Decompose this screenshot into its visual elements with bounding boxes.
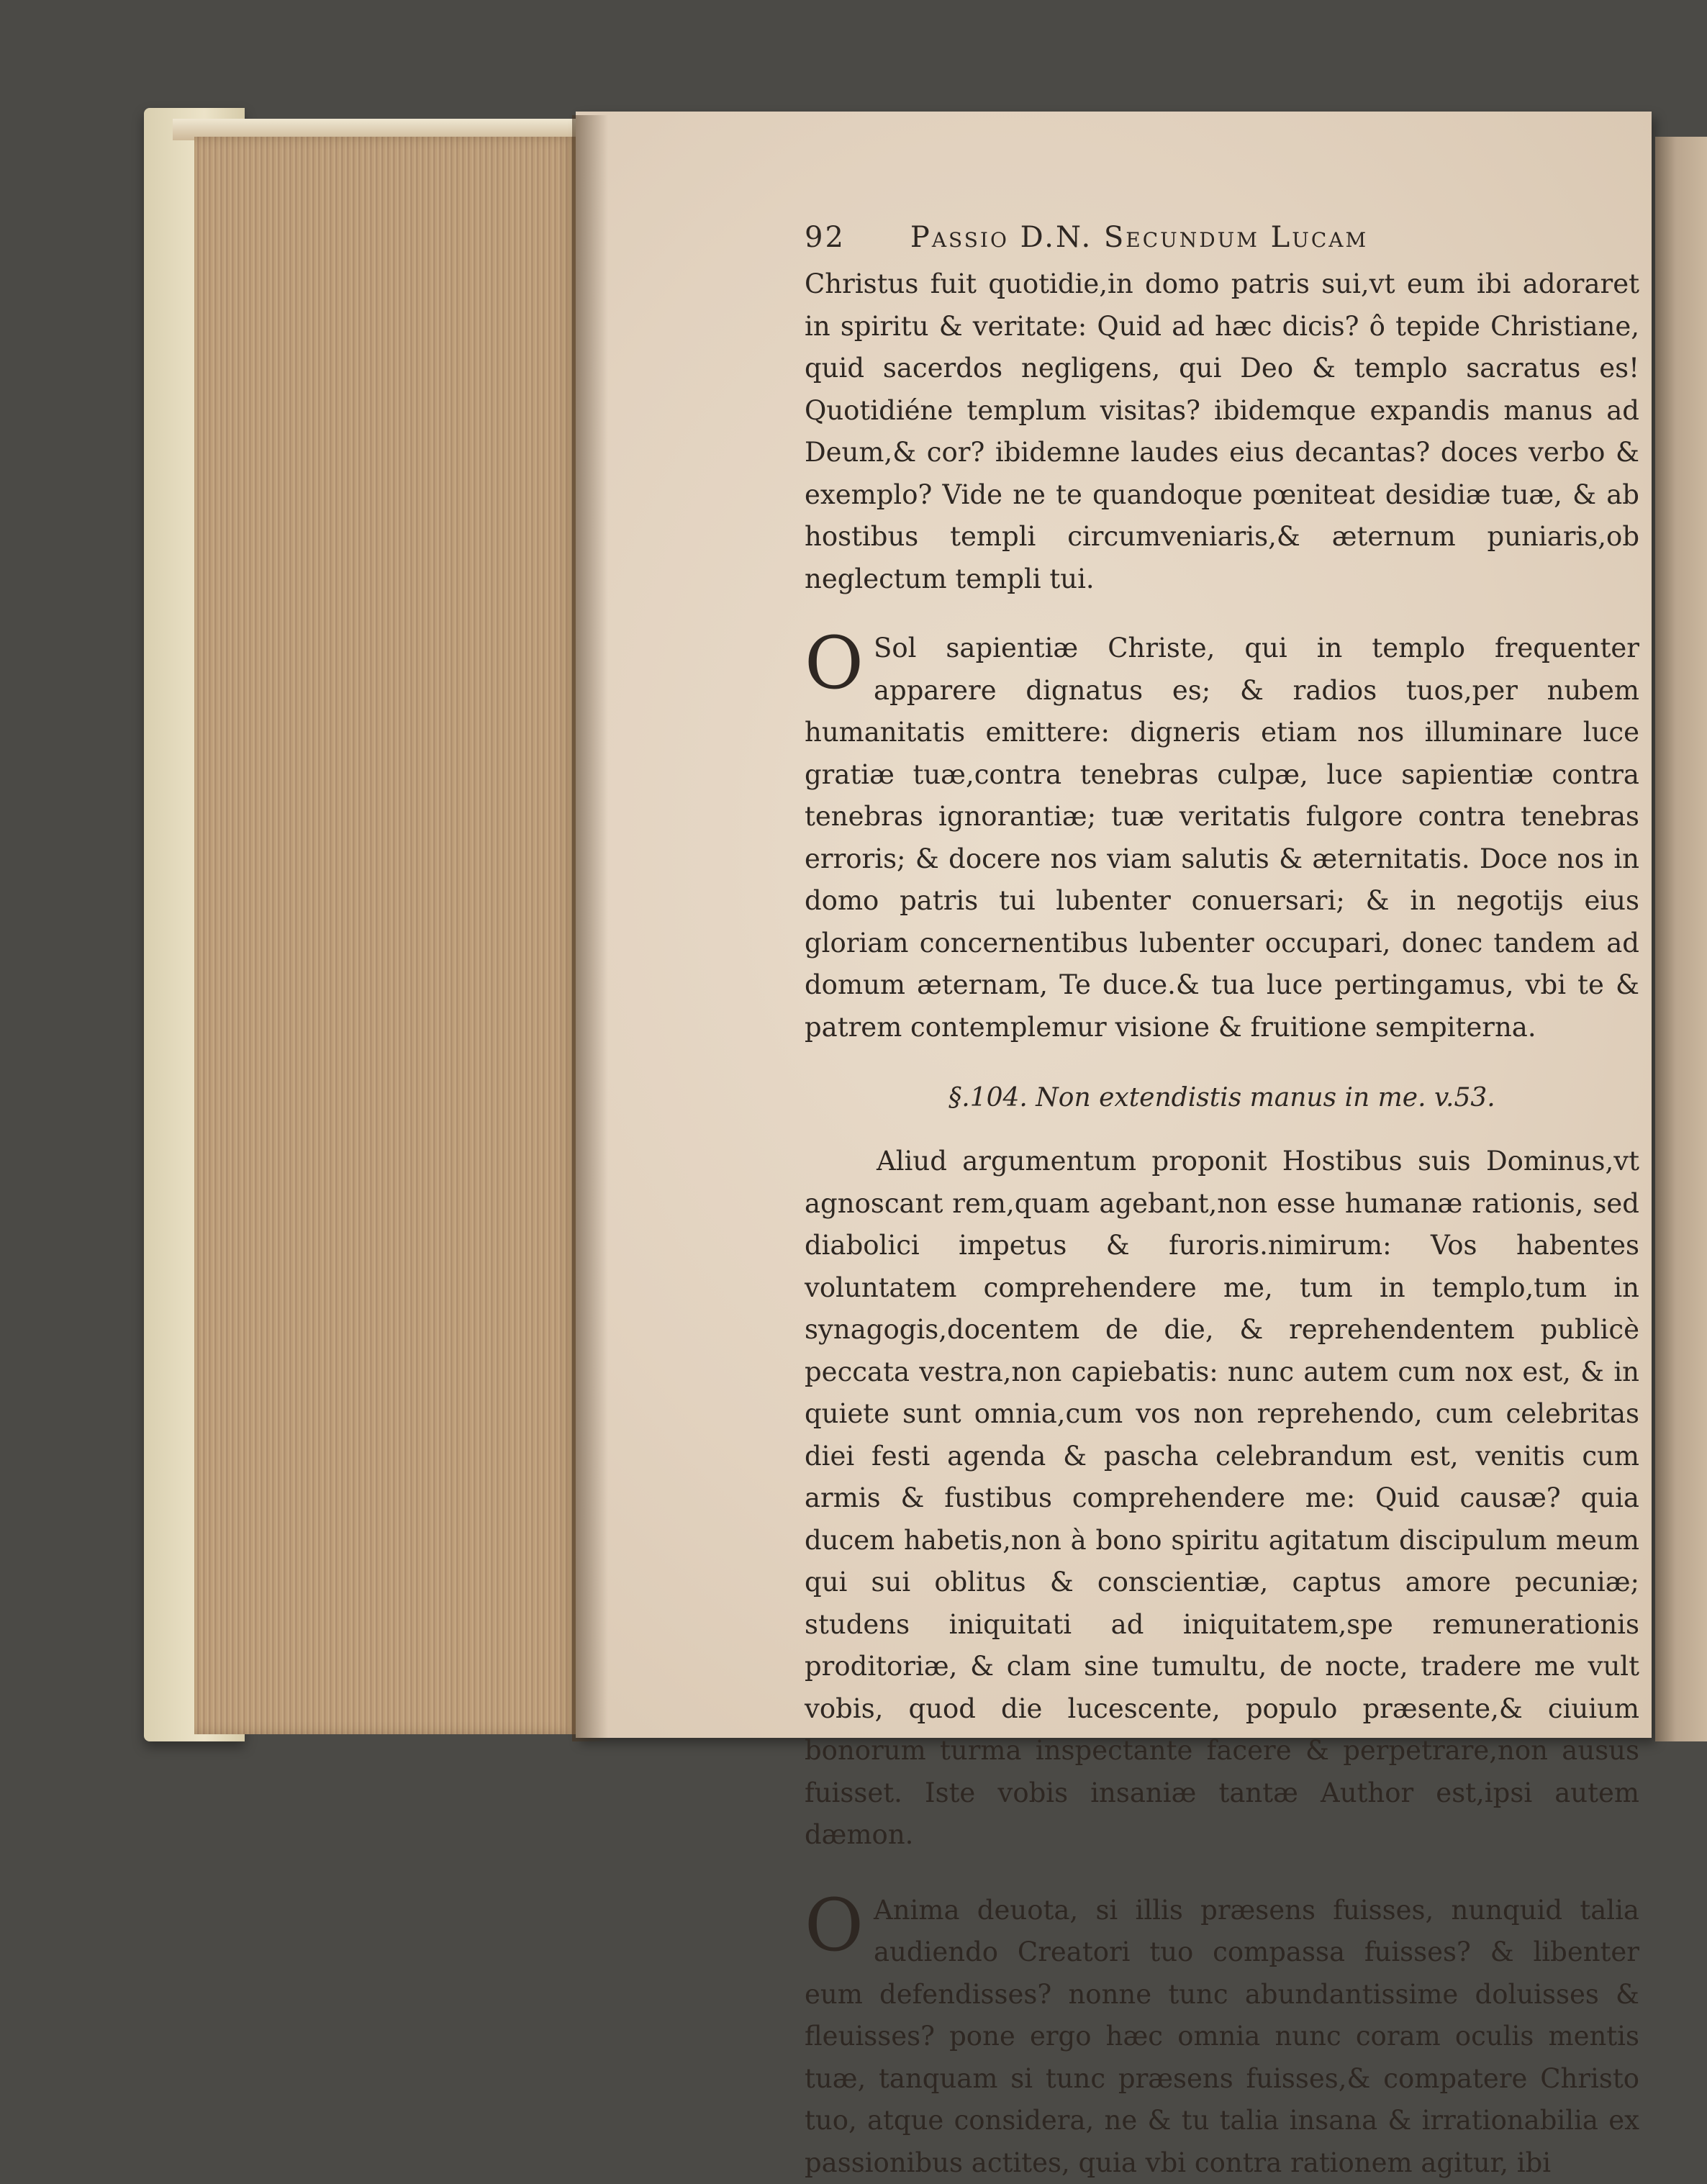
prayer-paragraph-1 bbox=[805, 627, 1639, 1048]
page-number: 92 bbox=[805, 216, 846, 259]
facing-page-edge bbox=[1655, 137, 1707, 1741]
prayer-paragraph-2 bbox=[805, 1890, 1639, 2184]
page-text-block bbox=[805, 216, 1639, 2184]
drop-cap-letter: O bbox=[805, 632, 864, 695]
gutter-shadow bbox=[572, 115, 608, 1741]
book-fore-edge bbox=[194, 137, 576, 1734]
running-title: Passio D.N. Secundum Lucam bbox=[910, 216, 1368, 259]
paragraph-1: Christus fuit quotidie,in domo patris sui,vt eum ibi adoraret in spiritu & veritate: Quid ad hæc dicis? ô tepide Christiane, quid sacerdos negligens, qui Deo & templo sacratus es! Quotidiéne templum visitas? ibidemque expandis manus ad Deum,& cor? ibidemne laudes eius decantas? doces verbo & exemplo? Vide ne te quandoque pœniteat desidiæ tuæ, & ab hostibus templi circumveniaris,& æternum puniaris,ob neglectum templi tui. bbox=[805, 263, 1639, 600]
running-header bbox=[805, 216, 1639, 259]
paragraph-3: Aliud argumentum proponit Hostibus suis Dominus,vt agnoscant rem,quam agebant,non esse humanæ rationis, sed diabolici impetus & furoris.nimirum: Vos habentes voluntatem comprehendere me, tum in templo,tum in synagogis,docentem de die, & reprehendentem publicè peccata vestra,non capiebatis: nunc autem cum nox est, & in quiete sunt omnia,cum vos non reprehendo, cum celebritas diei festi agenda & pascha celebrandum est, venitis cum armis & fustibus comprehendere me: Quid causæ? quia ducem habetis,non à bono spiritu agitatum discipulum meum qui sui oblitus & conscientiæ, captus amore pecuniæ; studens iniquitati ad iniquitatem,spe remunerationis proditoriæ, & clam sine tumultu, de nocte, tradere me vult vobis, quod die lucescente, populo præsente,& ciuium bonorum turma inspectante facere & perpetrare,non ausus fuisset. Iste vobis insaniæ tantæ Author est,ipsi autem dæmon. bbox=[805, 1141, 1639, 1857]
paragraph-4: Anima deuota, si illis præsens fuisses, nunquid talia audiendo Creatori tuo compassa fuisses? & libenter eum defendisses? nonne tunc abundantissime doluisses & fleuisses? pone ergo hæc omnia nunc coram oculis mentis tuæ, tanquam si tunc præsens fuisses,& compatere Christo tuo, atque considera, ne & tu talia insana & irrationabilia ex passionibus actites, quia vbi contra rationem agitur, ibi bbox=[805, 1890, 1639, 2184]
paragraph-2: Sol sapientiæ Christe, qui in templo frequenter apparere dignatus es; & radios tuos,per nubem humanitatis emittere: digneris etiam nos illuminare luce gratiæ tuæ,contra tenebras culpæ, luce sapientiæ contra tenebras ignorantiæ; tuæ veritatis fulgore contra tenebras erroris; & docere nos viam salutis & æternitatis. Doce nos in domo patris tui lubenter conuersari; & in negotijs eius gloriam concernentibus lubenter occupari, donec tandem ad domum æternam, Te duce.& tua luce pertingamus, vbi te & patrem contemplemur visione & fruitione sempiterna. bbox=[805, 627, 1639, 1048]
paragraph-gap bbox=[805, 1857, 1639, 1890]
section-heading: §.104. Non extendistis manus in me. v.53. bbox=[805, 1077, 1639, 1119]
drop-cap-letter-2: O bbox=[805, 1894, 864, 1957]
